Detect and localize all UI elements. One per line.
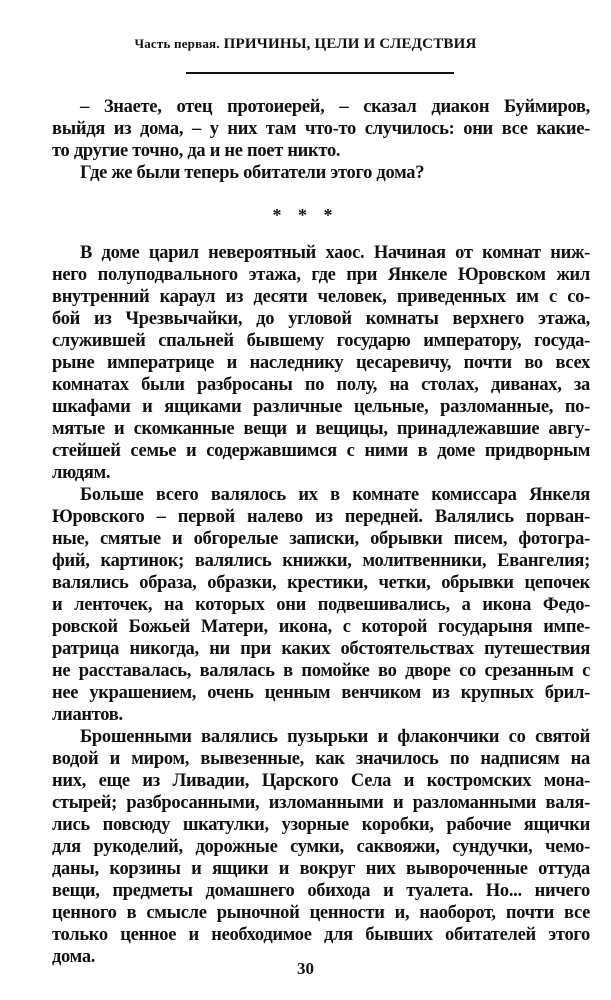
text-line: мятые и скомканные вещи и вещицы, принадлежавшие авгу- [52, 419, 590, 439]
section-break: * * * [272, 205, 339, 225]
text-line: него полуподвального этажа, где при Янкеле Юровском жил [52, 265, 590, 285]
paragraph [52, 484, 590, 726]
text-line: Больше всего валялось их в комнате комиссара Янкеля [80, 485, 590, 505]
text-line: стейшей семье и содержавшимся с ними в доме придворным [52, 441, 590, 461]
text-line: дома. [52, 947, 96, 967]
header-part: Часть первая. [134, 36, 220, 51]
running-header [0, 34, 611, 54]
text-line: них, еще из Ливадии, Царского Села и костромских мона- [52, 771, 590, 791]
text-line: стырей; разбросанными, изломанными и разломанными валя- [52, 793, 590, 813]
text-block-top [52, 96, 590, 184]
text-block-main [52, 242, 590, 968]
text-line: В доме царил невероятный хаос. Начиная от комнат ниж- [80, 243, 590, 263]
text-line: лись повсюду шкатулки, узорные коробки, рабочие ящички [52, 815, 590, 835]
text-line: то другие точно, да и не поет никто. [52, 141, 341, 161]
text-line: и ленточек, на которых они подвешивались, а икона Федо- [52, 595, 590, 615]
page-number: 30 [297, 959, 314, 978]
paragraph [52, 242, 590, 484]
text-line: нее украшением, очень ценным венчиком из крупных брил- [52, 683, 590, 703]
text-line: – Знаете, отец протоиерей, – сказал диакон Буймиров, [80, 97, 590, 117]
text-line: лиантов. [52, 705, 123, 725]
paragraph [52, 96, 590, 162]
text-line: не расставалась, валялась в помойке во дворе со срезанным с [52, 661, 590, 681]
text-line: рыне императрице и наследнику цесаревичу, почти во всех [52, 353, 590, 373]
text-line: ровской Божьей Матери, икона, с которой государыня импе- [52, 617, 590, 637]
text-line: для рукоделий, дорожные сумки, саквояжи, сундучки, чемо- [52, 837, 590, 857]
text-line: ные, смятые и обгорелые записки, обрывки писем, фотогра- [52, 529, 590, 549]
text-line: водой и миром, вывезенные, как значилось по надписям на [52, 749, 590, 769]
text-line: ценного в смысле рыночной ценности и, наоборот, почти все [52, 903, 590, 923]
text-line: Где же были теперь обитатели этого дома? [80, 163, 425, 183]
text-line: внутренний караул из десяти человек, приведенных им с со- [52, 287, 590, 307]
paragraph [52, 162, 590, 184]
text-line: Брошенными валялись пузырьки и флакончики со святой [80, 727, 590, 747]
header-title: ПРИЧИНЫ, ЦЕЛИ И СЛЕДСТВИЯ [223, 36, 477, 52]
text-line: вещи, предметы домашнего обихода и туалета. Но... ничего [52, 881, 590, 901]
text-line: Юровского – первой налево из передней. Валялись порван- [52, 507, 590, 527]
text-line: бой из Чрезвычайки, до угловой комнаты верхнего этажа, [52, 309, 590, 329]
paragraph [52, 726, 590, 968]
text-line: комнатах были разбросаны по полу, на столах, диванах, за [52, 375, 590, 395]
text-line: валялись образа, образки, крестики, четки, обрывки цепочек [52, 573, 590, 593]
text-line: ратрица никогда, ни при каких обстоятельствах путешествия [52, 639, 590, 659]
text-line: фий, картинок; валялись книжки, молитвенники, Евангелия; [52, 551, 590, 571]
text-line: людям. [52, 463, 111, 483]
header-rule [186, 72, 454, 74]
text-line: только ценное и необходимое для бывших обитателей этого [52, 925, 590, 945]
text-line: выйдя из дома, – у них там что-то случилось: они все какие- [52, 119, 590, 139]
text-line: служившей спальней бывшему государю императору, госуда- [52, 331, 590, 351]
text-line: шкафами и ящиками различные цельные, разломанные, по- [52, 397, 590, 417]
text-line: даны, корзины и ящики и вокруг них вывороченные оттуда [52, 859, 590, 879]
